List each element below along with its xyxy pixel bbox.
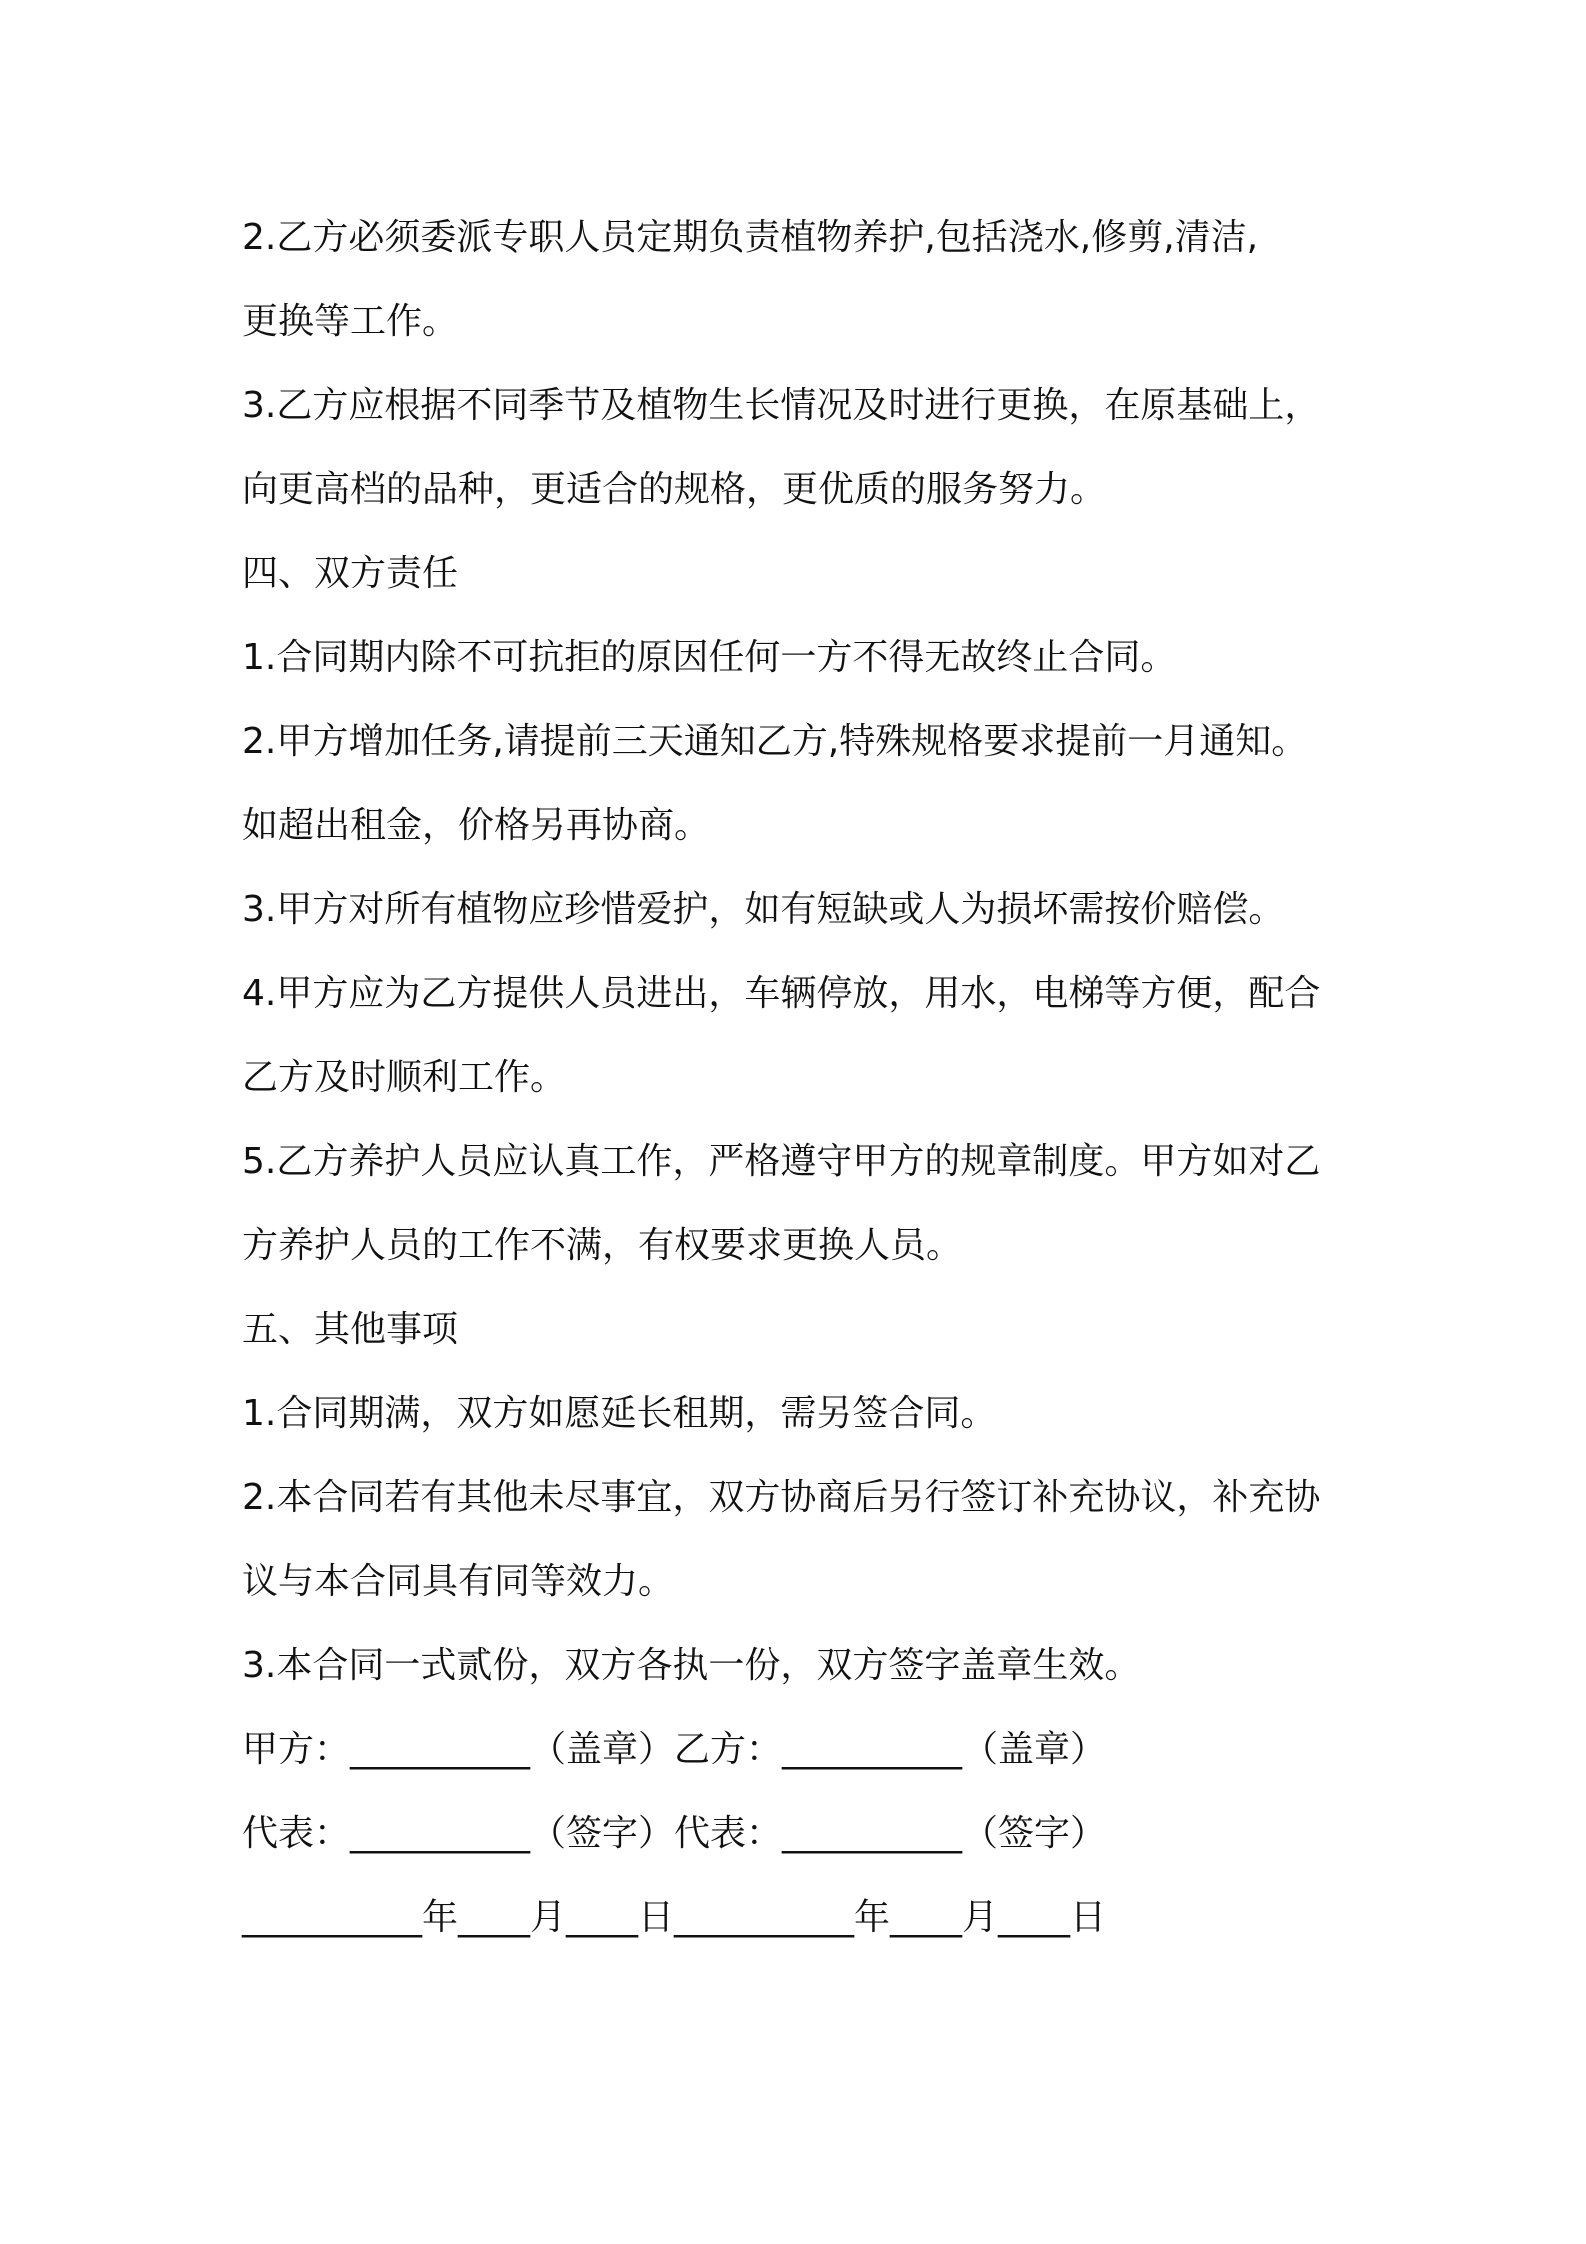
clause-5-3: 3.本合同一式贰份，双方各执一份，双方签字盖章生效。 bbox=[242, 1645, 1141, 1686]
clause-4-5-line-2: 方养护人员的工作不满，有权要求更换人员。 bbox=[242, 1225, 963, 1266]
clause-5-2-line-2: 议与本合同具有同等效力。 bbox=[242, 1561, 675, 1602]
clause-3-3-line-2: 向更高档的品种，更适合的规格，更优质的服务努力。 bbox=[242, 469, 1107, 510]
clause-4-1: 1.合同期内除不可抗拒的原因任何一方不得无故终止合同。 bbox=[242, 637, 1177, 678]
section-5-heading: 五、其他事项 bbox=[242, 1309, 459, 1350]
clause-4-4-line-2: 乙方及时顺利工作。 bbox=[242, 1057, 567, 1098]
clause-3-2-line-2: 更换等工作。 bbox=[242, 301, 459, 342]
clause-4-5-line-1: 5.乙方养护人员应认真工作，严格遵守甲方的规章制度。甲方如对乙 bbox=[242, 1141, 1321, 1182]
clause-4-2-line-2: 如超出租金，价格另再协商。 bbox=[242, 805, 711, 846]
clause-5-2-line-1: 2.本合同若有其他未尽事宜，双方协商后另行签订补充协议，补充协 bbox=[242, 1477, 1321, 1518]
clause-3-3-line-1: 3.乙方应根据不同季节及植物生长情况及时进行更换，在原基础上， bbox=[242, 385, 1321, 426]
clause-4-2-line-1: 2.甲方增加任务,请提前三天通知乙方,特殊规格要求提前一月通知。 bbox=[242, 721, 1308, 762]
signature-representative-line: 代表：__________（签字）代表：__________（签字） bbox=[242, 1813, 1107, 1854]
signature-party-line: 甲方：__________（盖章）乙方：__________（盖章） bbox=[242, 1729, 1107, 1770]
clause-3-2-line-1: 2.乙方必须委派专职人员定期负责植物养护,包括浇水,修剪,清洁, bbox=[242, 217, 1259, 258]
signature-date-line: __________年____月____日__________年____月____日 bbox=[242, 1897, 1106, 1938]
clause-4-3: 3.甲方对所有植物应珍惜爱护，如有短缺或人为损坏需按价赔偿。 bbox=[242, 889, 1285, 930]
section-4-heading: 四、双方责任 bbox=[242, 553, 459, 594]
contract-body bbox=[242, 196, 1362, 1960]
clause-5-1: 1.合同期满，双方如愿延长租期，需另签合同。 bbox=[242, 1393, 997, 1434]
clause-4-4-line-1: 4.甲方应为乙方提供人员进出，车辆停放，用水，电梯等方便，配合 bbox=[242, 973, 1321, 1014]
